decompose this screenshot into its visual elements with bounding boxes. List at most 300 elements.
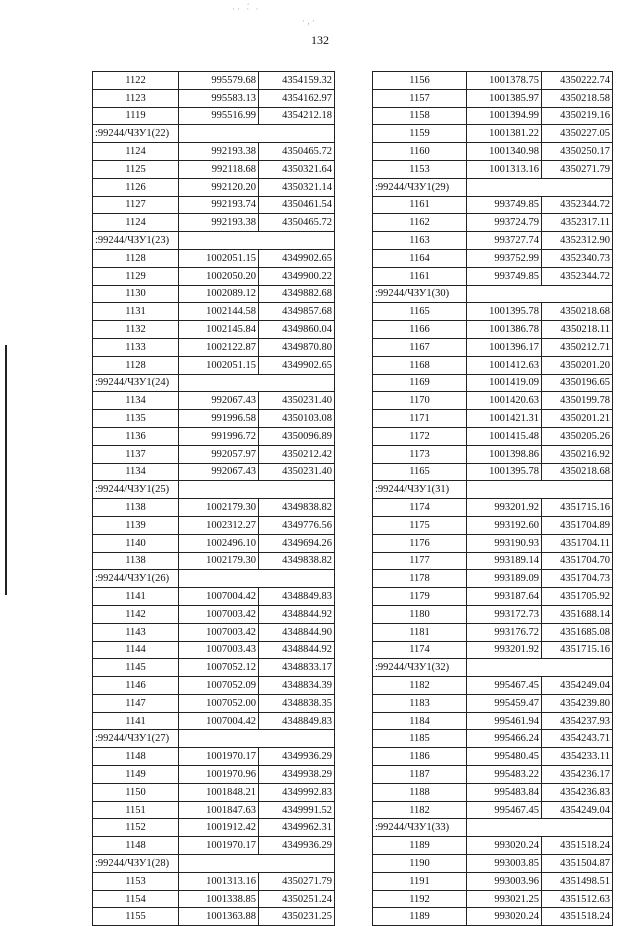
coordinate-row (93, 499, 335, 517)
x-coordinate: 1001420.63 (467, 392, 542, 410)
y-coordinate: 4349991.52 (259, 801, 335, 819)
coordinate-row (93, 890, 335, 908)
x-coordinate: 1002312.27 (179, 516, 259, 534)
y-coordinate: 4350199.78 (542, 392, 613, 410)
x-coordinate: 1007052.12 (179, 659, 259, 677)
coordinate-row (373, 267, 613, 285)
coordinate-row (93, 659, 335, 677)
y-coordinate: 4354162.97 (259, 89, 335, 107)
coordinate-row (373, 427, 613, 445)
x-coordinate: 995579.68 (179, 72, 259, 90)
coordinate-row (373, 499, 613, 517)
parcel-id: :99244/ЧЗУ1(24) (93, 374, 179, 392)
x-coordinate: 1001421.31 (467, 410, 542, 428)
point-number: 1134 (93, 392, 179, 410)
y-coordinate: 4350219.16 (542, 107, 613, 125)
point-number: 1180 (373, 605, 467, 623)
point-number: 1164 (373, 249, 467, 267)
point-number: 1175 (373, 516, 467, 534)
y-coordinate: 4349936.29 (259, 748, 335, 766)
point-number: 1134 (93, 463, 179, 481)
empty-cell (179, 570, 335, 588)
point-number: 1144 (93, 641, 179, 659)
x-coordinate: 992193.38 (179, 214, 259, 232)
coordinate-row (373, 160, 613, 178)
x-coordinate: 1001398.86 (467, 445, 542, 463)
y-coordinate: 4350212.42 (259, 445, 335, 463)
point-number: 1138 (93, 552, 179, 570)
y-coordinate: 4351518.24 (542, 908, 613, 926)
x-coordinate: 992193.38 (179, 143, 259, 161)
point-number: 1146 (93, 677, 179, 695)
x-coordinate: 1001970.17 (179, 748, 259, 766)
x-coordinate: 992118.68 (179, 160, 259, 178)
coordinate-row (373, 641, 613, 659)
y-coordinate: 4352344.72 (542, 196, 613, 214)
point-number: 1129 (93, 267, 179, 285)
point-number: 1155 (93, 908, 179, 926)
point-number: 1172 (373, 427, 467, 445)
y-coordinate: 4351715.16 (542, 499, 613, 517)
y-coordinate: 4348844.90 (259, 623, 335, 641)
point-number: 1124 (93, 214, 179, 232)
coordinate-row (373, 801, 613, 819)
y-coordinate: 4354249.04 (542, 801, 613, 819)
coordinate-row (93, 516, 335, 534)
point-number: 1183 (373, 694, 467, 712)
parcel-header-row (93, 730, 335, 748)
point-number: 1150 (93, 783, 179, 801)
y-coordinate: 4351705.92 (542, 588, 613, 606)
y-coordinate: 4350212.71 (542, 338, 613, 356)
x-coordinate: 993201.92 (467, 499, 542, 517)
y-coordinate: 4348838.35 (259, 694, 335, 712)
y-coordinate: 4354159.32 (259, 72, 335, 90)
coordinate-row (373, 534, 613, 552)
x-coordinate: 1007004.42 (179, 712, 259, 730)
point-number: 1140 (93, 534, 179, 552)
y-coordinate: 4350271.79 (259, 872, 335, 890)
y-coordinate: 4350321.14 (259, 178, 335, 196)
y-coordinate: 4349900.22 (259, 267, 335, 285)
y-coordinate: 4348844.92 (259, 605, 335, 623)
coordinate-row (93, 303, 335, 321)
x-coordinate: 993190.93 (467, 534, 542, 552)
point-number: 1125 (93, 160, 179, 178)
x-coordinate: 1001395.78 (467, 463, 542, 481)
coordinate-row (93, 338, 335, 356)
x-coordinate: 993727.74 (467, 232, 542, 250)
point-number: 1182 (373, 801, 467, 819)
x-coordinate: 1001970.17 (179, 837, 259, 855)
point-number: 1147 (93, 694, 179, 712)
point-number: 1187 (373, 766, 467, 784)
y-coordinate: 4351688.14 (542, 605, 613, 623)
empty-cell (179, 232, 335, 250)
coordinate-row (373, 232, 613, 250)
x-coordinate: 995466.24 (467, 730, 542, 748)
x-coordinate: 1002089.12 (179, 285, 259, 303)
x-coordinate: 995461.94 (467, 712, 542, 730)
y-coordinate: 4348834.39 (259, 677, 335, 695)
point-number: 1138 (93, 499, 179, 517)
y-coordinate: 4350218.68 (542, 303, 613, 321)
point-number: 1153 (373, 160, 467, 178)
x-coordinate: 993749.85 (467, 196, 542, 214)
x-coordinate: 1001848.21 (179, 783, 259, 801)
coordinate-row (373, 855, 613, 873)
empty-cell (179, 125, 335, 143)
x-coordinate: 1001396.17 (467, 338, 542, 356)
coordinate-row (93, 321, 335, 339)
coordinate-row (373, 196, 613, 214)
point-number: 1132 (93, 321, 179, 339)
y-coordinate: 4349838.82 (259, 552, 335, 570)
x-coordinate: 1002051.15 (179, 356, 259, 374)
y-coordinate: 4348849.83 (259, 712, 335, 730)
point-number: 1171 (373, 410, 467, 428)
point-number: 1136 (93, 427, 179, 445)
point-number: 1188 (373, 783, 467, 801)
x-coordinate: 1001415.48 (467, 427, 542, 445)
parcel-header-row (373, 285, 613, 303)
coordinate-row (373, 890, 613, 908)
x-coordinate: 993187.64 (467, 588, 542, 606)
coordinate-row (373, 748, 613, 766)
parcel-header-row (373, 659, 613, 677)
point-number: 1165 (373, 303, 467, 321)
y-coordinate: 4354236.83 (542, 783, 613, 801)
y-coordinate: 4350222.74 (542, 72, 613, 90)
y-coordinate: 4354236.17 (542, 766, 613, 784)
point-number: 1173 (373, 445, 467, 463)
point-number: 1186 (373, 748, 467, 766)
point-number: 1123 (93, 89, 179, 107)
y-coordinate: 4354249.04 (542, 677, 613, 695)
coordinate-row (93, 534, 335, 552)
coordinate-row (373, 605, 613, 623)
coordinate-row (93, 89, 335, 107)
x-coordinate: 993172.73 (467, 605, 542, 623)
y-coordinate: 4349694.26 (259, 534, 335, 552)
x-coordinate: 1001394.99 (467, 107, 542, 125)
parcel-header-row (373, 178, 613, 196)
coordinate-row (93, 72, 335, 90)
y-coordinate: 4351498.51 (542, 872, 613, 890)
point-number: 1176 (373, 534, 467, 552)
y-coordinate: 4349857.68 (259, 303, 335, 321)
y-coordinate: 4354233.11 (542, 748, 613, 766)
empty-cell (467, 481, 613, 499)
coordinate-row (373, 783, 613, 801)
y-coordinate: 4350461.54 (259, 196, 335, 214)
point-number: 1166 (373, 321, 467, 339)
point-number: 1170 (373, 392, 467, 410)
parcel-id: :99244/ЧЗУ1(22) (93, 125, 179, 143)
point-number: 1169 (373, 374, 467, 392)
x-coordinate: 993003.96 (467, 872, 542, 890)
parcel-header-row (373, 481, 613, 499)
point-number: 1126 (93, 178, 179, 196)
y-coordinate: 4354243.71 (542, 730, 613, 748)
coordinate-row (373, 72, 613, 90)
y-coordinate: 4348833.17 (259, 659, 335, 677)
x-coordinate: 1007003.42 (179, 605, 259, 623)
y-coordinate: 4350250.17 (542, 143, 613, 161)
x-coordinate: 1001386.78 (467, 321, 542, 339)
x-coordinate: 1002122.87 (179, 338, 259, 356)
point-number: 1168 (373, 356, 467, 374)
empty-cell (467, 659, 613, 677)
x-coordinate: 995483.84 (467, 783, 542, 801)
parcel-header-row (93, 374, 335, 392)
y-coordinate: 4350218.11 (542, 321, 613, 339)
point-number: 1178 (373, 570, 467, 588)
x-coordinate: 992120.20 (179, 178, 259, 196)
y-coordinate: 4350218.58 (542, 89, 613, 107)
x-coordinate: 1001847.63 (179, 801, 259, 819)
x-coordinate: 1002051.15 (179, 249, 259, 267)
coordinate-row (93, 819, 335, 837)
point-number: 1151 (93, 801, 179, 819)
coordinate-row (373, 392, 613, 410)
point-number: 1128 (93, 356, 179, 374)
y-coordinate: 4349838.82 (259, 499, 335, 517)
empty-cell (179, 481, 335, 499)
y-coordinate: 4351704.73 (542, 570, 613, 588)
y-coordinate: 4348849.83 (259, 588, 335, 606)
point-number: 1182 (373, 677, 467, 695)
y-coordinate: 4352340.73 (542, 249, 613, 267)
coordinate-row (373, 570, 613, 588)
coordinate-row (93, 872, 335, 890)
x-coordinate: 1002496.10 (179, 534, 259, 552)
y-coordinate: 4349860.04 (259, 321, 335, 339)
parcel-id: :99244/ЧЗУ1(25) (93, 481, 179, 499)
x-coordinate: 1001912.42 (179, 819, 259, 837)
y-coordinate: 4352344.72 (542, 267, 613, 285)
x-coordinate: 1007003.43 (179, 641, 259, 659)
coordinate-row (93, 427, 335, 445)
x-coordinate: 993020.24 (467, 837, 542, 855)
point-number: 1159 (373, 125, 467, 143)
coordinate-row (373, 908, 613, 926)
coordinate-row (93, 783, 335, 801)
point-number: 1160 (373, 143, 467, 161)
point-number: 1154 (93, 890, 179, 908)
parcel-id: :99244/ЧЗУ1(28) (93, 855, 179, 873)
y-coordinate: 4349882.68 (259, 285, 335, 303)
x-coordinate: 991996.58 (179, 410, 259, 428)
x-coordinate: 993189.14 (467, 552, 542, 570)
point-number: 1191 (373, 872, 467, 890)
coordinate-row (93, 694, 335, 712)
x-coordinate: 995483.22 (467, 766, 542, 784)
point-number: 1184 (373, 712, 467, 730)
coordinate-row (373, 463, 613, 481)
x-coordinate: 1001363.88 (179, 908, 259, 926)
coordinate-row (93, 605, 335, 623)
x-coordinate: 992067.43 (179, 392, 259, 410)
x-coordinate: 993749.85 (467, 267, 542, 285)
point-number: 1152 (93, 819, 179, 837)
point-number: 1149 (93, 766, 179, 784)
coordinate-row (373, 623, 613, 641)
x-coordinate: 993176.72 (467, 623, 542, 641)
y-coordinate: 4348844.92 (259, 641, 335, 659)
y-coordinate: 4354237.93 (542, 712, 613, 730)
y-coordinate: 4350231.25 (259, 908, 335, 926)
x-coordinate: 1001340.98 (467, 143, 542, 161)
point-number: 1167 (373, 338, 467, 356)
x-coordinate: 995480.45 (467, 748, 542, 766)
point-number: 1127 (93, 196, 179, 214)
point-number: 1189 (373, 837, 467, 855)
x-coordinate: 1001970.96 (179, 766, 259, 784)
point-number: 1131 (93, 303, 179, 321)
parcel-id: :99244/ЧЗУ1(23) (93, 232, 179, 250)
coordinate-row (93, 712, 335, 730)
coordinate-row (373, 356, 613, 374)
point-number: 1162 (373, 214, 467, 232)
coordinates-table-left (92, 71, 335, 926)
y-coordinate: 4350465.72 (259, 143, 335, 161)
point-number: 1128 (93, 249, 179, 267)
coordinate-row (373, 410, 613, 428)
coordinate-row (93, 214, 335, 232)
coordinate-row (373, 766, 613, 784)
point-number: 1142 (93, 605, 179, 623)
point-number: 1185 (373, 730, 467, 748)
y-coordinate: 4350103.08 (259, 410, 335, 428)
coordinate-row (373, 214, 613, 232)
x-coordinate: 1001385.97 (467, 89, 542, 107)
x-coordinate: 993192.60 (467, 516, 542, 534)
coordinate-row (93, 445, 335, 463)
point-number: 1157 (373, 89, 467, 107)
x-coordinate: 995583.13 (179, 89, 259, 107)
y-coordinate: 4349936.29 (259, 837, 335, 855)
y-coordinate: 4350201.20 (542, 356, 613, 374)
y-coordinate: 4349992.83 (259, 783, 335, 801)
parcel-id: :99244/ЧЗУ1(32) (373, 659, 467, 677)
parcel-id: :99244/ЧЗУ1(30) (373, 285, 467, 303)
empty-cell (467, 178, 613, 196)
coordinate-row (93, 766, 335, 784)
y-coordinate: 4350465.72 (259, 214, 335, 232)
point-number: 1135 (93, 410, 179, 428)
y-coordinate: 4350218.68 (542, 463, 613, 481)
point-number: 1165 (373, 463, 467, 481)
x-coordinate: 1001381.22 (467, 125, 542, 143)
x-coordinate: 993021.25 (467, 890, 542, 908)
x-coordinate: 995516.99 (179, 107, 259, 125)
coordinate-row (93, 249, 335, 267)
scan-smudge: ·‚· (302, 16, 317, 26)
y-coordinate: 4351504.87 (542, 855, 613, 873)
margin-line (5, 345, 7, 595)
parcel-header-row (93, 855, 335, 873)
coordinate-row (93, 677, 335, 695)
page-number: 132 (311, 33, 329, 47)
x-coordinate: 1007003.42 (179, 623, 259, 641)
y-coordinate: 4350205.26 (542, 427, 613, 445)
y-coordinate: 4351685.08 (542, 623, 613, 641)
point-number: 1192 (373, 890, 467, 908)
empty-cell (179, 374, 335, 392)
coordinate-row (93, 392, 335, 410)
coordinate-row (93, 143, 335, 161)
y-coordinate: 4350096.89 (259, 427, 335, 445)
point-number: 1189 (373, 908, 467, 926)
point-number: 1145 (93, 659, 179, 677)
x-coordinate: 1002179.30 (179, 499, 259, 517)
parcel-id: :99244/ЧЗУ1(29) (373, 178, 467, 196)
coordinate-row (373, 588, 613, 606)
coordinate-row (373, 338, 613, 356)
parcel-id: :99244/ЧЗУ1(33) (373, 819, 467, 837)
point-number: 1143 (93, 623, 179, 641)
point-number: 1177 (373, 552, 467, 570)
x-coordinate: 1001338.85 (179, 890, 259, 908)
x-coordinate: 1007052.00 (179, 694, 259, 712)
coordinate-row (373, 516, 613, 534)
y-coordinate: 4351704.70 (542, 552, 613, 570)
coordinate-row (93, 908, 335, 926)
x-coordinate: 1001313.16 (179, 872, 259, 890)
coordinate-row (93, 160, 335, 178)
coordinate-row (373, 89, 613, 107)
point-number: 1141 (93, 712, 179, 730)
y-coordinate: 4350231.40 (259, 392, 335, 410)
point-number: 1174 (373, 499, 467, 517)
x-coordinate: 1001378.75 (467, 72, 542, 90)
y-coordinate: 4350227.05 (542, 125, 613, 143)
coordinate-row (373, 730, 613, 748)
x-coordinate: 1001313.16 (467, 160, 542, 178)
point-number: 1130 (93, 285, 179, 303)
x-coordinate: 1001412.63 (467, 356, 542, 374)
x-coordinate: 993752.99 (467, 249, 542, 267)
coordinate-row (373, 552, 613, 570)
y-coordinate: 4354212.18 (259, 107, 335, 125)
coordinate-row (373, 249, 613, 267)
point-number: 1148 (93, 837, 179, 855)
y-coordinate: 4349938.29 (259, 766, 335, 784)
parcel-header-row (373, 819, 613, 837)
point-number: 1161 (373, 267, 467, 285)
point-number: 1179 (373, 588, 467, 606)
point-number: 1161 (373, 196, 467, 214)
scan-smudge: ·· ·́ · (232, 4, 261, 14)
parcel-id: :99244/ЧЗУ1(26) (93, 570, 179, 588)
parcel-header-row (93, 125, 335, 143)
x-coordinate: 995459.47 (467, 694, 542, 712)
coordinate-row (373, 107, 613, 125)
y-coordinate: 4351704.11 (542, 534, 613, 552)
parcel-id: :99244/ЧЗУ1(27) (93, 730, 179, 748)
point-number: 1124 (93, 143, 179, 161)
x-coordinate: 992193.74 (179, 196, 259, 214)
x-coordinate: 1002145.84 (179, 321, 259, 339)
parcel-header-row (93, 232, 335, 250)
y-coordinate: 4351512.63 (542, 890, 613, 908)
point-number: 1174 (373, 641, 467, 659)
x-coordinate: 995467.45 (467, 677, 542, 695)
coordinate-row (93, 641, 335, 659)
y-coordinate: 4351518.24 (542, 837, 613, 855)
coordinate-row (93, 837, 335, 855)
